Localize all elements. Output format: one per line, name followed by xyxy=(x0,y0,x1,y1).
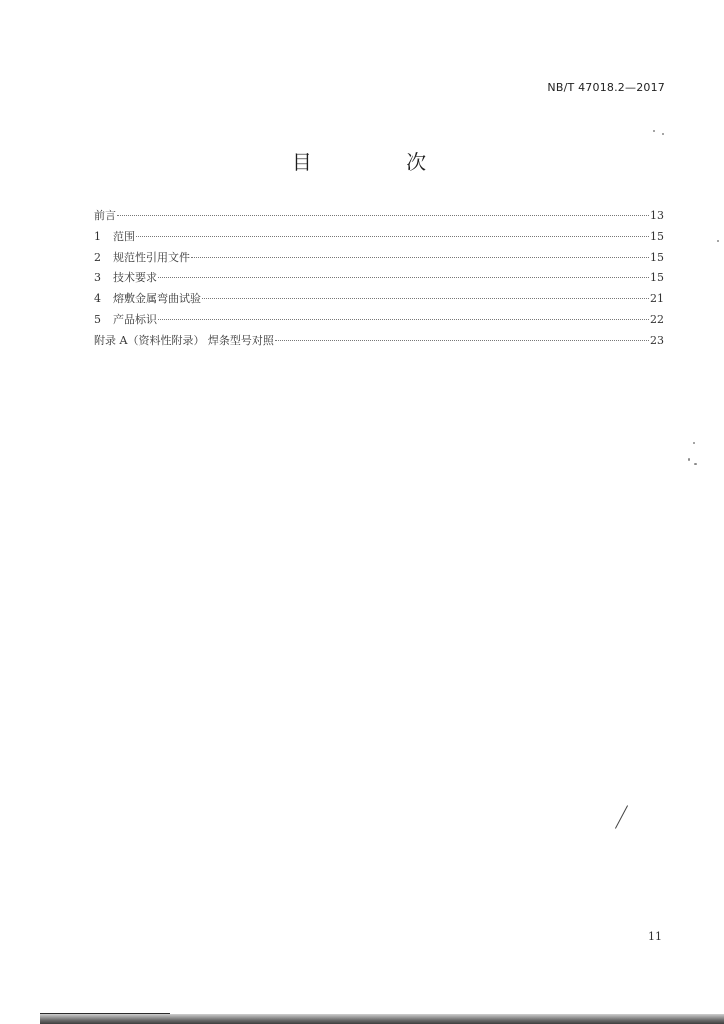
toc-list xyxy=(94,206,664,352)
toc-entry-text: 前言 xyxy=(94,209,116,222)
toc-entry-text: 产品标识 xyxy=(113,312,157,326)
scan-speck xyxy=(653,130,655,132)
toc-entry-text: 附录 A（资料性附录） 焊条型号对照 xyxy=(94,333,274,347)
toc-entry-bend-test[interactable] xyxy=(94,289,664,310)
page-number: 11 xyxy=(648,930,662,943)
toc-leader-dots xyxy=(136,236,649,237)
scan-bottom-border xyxy=(40,1014,724,1024)
toc-entry-page: 15 xyxy=(650,271,664,285)
toc-entry-page: 23 xyxy=(650,333,664,347)
toc-entry-text: 熔敷金属弯曲试验 xyxy=(113,292,201,306)
toc-leader-dots xyxy=(191,257,649,258)
scan-mark xyxy=(615,805,628,828)
toc-entry-technical-requirements[interactable] xyxy=(94,268,664,289)
scan-speck xyxy=(693,442,695,444)
toc-entry-page: 21 xyxy=(650,292,664,306)
toc-leader-dots xyxy=(158,277,649,278)
toc-entry-product-marking[interactable] xyxy=(94,310,664,331)
toc-entry-text: 技术要求 xyxy=(113,271,157,285)
standard-code: NB/T 47018.2—2017 xyxy=(547,81,665,94)
toc-entry-number: 1 xyxy=(94,229,101,243)
toc-entry-number: 4 xyxy=(94,292,101,306)
toc-entry-text: 规范性引用文件 xyxy=(113,250,190,264)
scan-speck xyxy=(694,463,697,465)
toc-entry-text: 范围 xyxy=(113,229,135,243)
toc-leader-dots xyxy=(202,298,649,299)
toc-entry-scope[interactable] xyxy=(94,227,664,248)
scan-speck xyxy=(688,458,690,461)
toc-entry-foreword[interactable] xyxy=(94,206,664,227)
toc-entry-number: 3 xyxy=(94,271,101,285)
toc-leader-dots xyxy=(275,340,649,341)
scan-speck xyxy=(662,133,664,135)
toc-entry-page: 13 xyxy=(650,209,664,222)
toc-leader-dots xyxy=(158,319,649,320)
toc-entry-page: 22 xyxy=(650,312,664,326)
scan-speck xyxy=(717,240,719,242)
toc-leader-dots xyxy=(117,215,649,216)
toc-entry-normative-references[interactable] xyxy=(94,248,664,269)
toc-entry-page: 15 xyxy=(650,229,664,243)
toc-entry-appendix-a[interactable] xyxy=(94,331,664,352)
toc-entry-number: 2 xyxy=(94,250,101,264)
toc-title: 目 次 xyxy=(291,150,471,174)
toc-entry-number: 5 xyxy=(94,312,101,326)
toc-entry-page: 15 xyxy=(650,250,664,264)
